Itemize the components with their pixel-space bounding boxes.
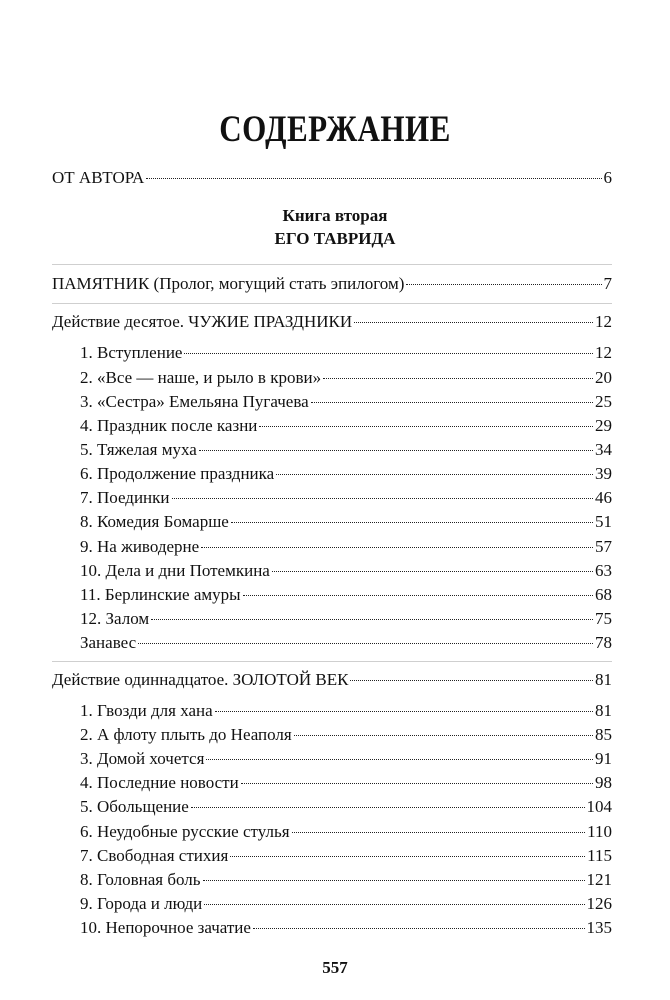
toc-entry-label: Действие десятое. ЧУЖИЕ ПРАЗДНИКИ [52, 312, 353, 331]
divider [52, 264, 612, 265]
toc-item-page: 115 [587, 846, 612, 865]
toc-item[interactable] [80, 416, 612, 436]
toc-item-label: 3. Домой хочется [80, 749, 205, 768]
divider [52, 661, 612, 662]
toc-item-label: 8. Комедия Бомарше [80, 512, 229, 531]
leader-dots [191, 807, 585, 808]
leader-dots [138, 643, 593, 644]
leader-dots [184, 353, 593, 354]
toc-item-label: 7. Поединки [80, 488, 170, 507]
toc-entry-curtain[interactable] [80, 633, 612, 653]
toc-entry-act11[interactable] [52, 670, 612, 690]
toc-entry-act10[interactable] [52, 312, 612, 332]
leader-dots [350, 680, 593, 681]
toc-entry-label: ПАМЯТНИК (Пролог, могущий стать эпилогом) [52, 274, 405, 293]
toc-item[interactable] [80, 773, 612, 793]
toc-item-page: 81 [595, 701, 612, 720]
toc-item-label: 7. Свободная стихия [80, 846, 229, 865]
toc-item-page: 126 [586, 894, 612, 913]
toc-item-label: 8. Головная боль [80, 870, 201, 889]
toc-item-label: 4. Праздник после казни [80, 416, 258, 435]
toc-item[interactable] [80, 846, 612, 866]
toc-item-page: 12 [595, 343, 612, 362]
toc-item[interactable] [80, 701, 612, 721]
toc-item-page: 51 [595, 512, 612, 531]
leader-dots [241, 783, 593, 784]
toc-item[interactable] [80, 488, 612, 508]
toc-item-page: 63 [595, 561, 612, 580]
book-heading [0, 204, 670, 250]
leader-dots [272, 571, 593, 572]
toc-item-page: 85 [595, 725, 612, 744]
toc-item[interactable] [80, 537, 612, 557]
toc-item-label: 2. «Все — наше, и рыло в крови» [80, 368, 322, 387]
page-title: СОДЕРЖАНИЕ [219, 109, 451, 150]
toc-entry-page: 12 [595, 312, 612, 331]
toc-entry-label: Занавес [80, 633, 137, 652]
leader-dots [311, 402, 593, 403]
toc-item-label: 12. Залом [80, 609, 150, 628]
leader-dots [294, 735, 593, 736]
toc-entry-page: 7 [603, 274, 612, 293]
leader-dots [259, 426, 593, 427]
leader-dots [151, 619, 593, 620]
toc-item[interactable] [80, 609, 612, 629]
toc-entry-label: Действие одиннадцатое. ЗОЛОТОЙ ВЕК [52, 670, 349, 689]
leader-dots [406, 284, 601, 285]
toc-item[interactable] [80, 392, 612, 412]
book-title: ЕГО ТАВРИДА [274, 229, 396, 248]
toc-item-page: 57 [595, 537, 612, 556]
toc-item-page: 91 [595, 749, 612, 768]
leader-dots [215, 711, 593, 712]
toc-entry-author[interactable] [52, 168, 612, 188]
book-number: Книга вторая [282, 206, 388, 225]
toc-item[interactable] [80, 464, 612, 484]
toc-item[interactable] [80, 749, 612, 769]
toc-item-page: 20 [595, 368, 612, 387]
toc-item-page: 29 [595, 416, 612, 435]
leader-dots [292, 832, 586, 833]
leader-dots [204, 904, 584, 905]
toc-entry-label: ОТ АВТОРА [52, 168, 145, 187]
leader-dots [172, 498, 593, 499]
toc-item-page: 39 [595, 464, 612, 483]
toc-item-page: 98 [595, 773, 612, 792]
toc-item-label: 3. «Сестра» Емельяна Пугачева [80, 392, 309, 411]
toc-item[interactable] [80, 894, 612, 914]
toc-item[interactable] [80, 440, 612, 460]
leader-dots [206, 759, 593, 760]
toc-item-page: 135 [586, 918, 612, 937]
divider [52, 303, 612, 304]
page-number: 557 [322, 958, 348, 977]
toc-item-page: 121 [586, 870, 612, 889]
toc-item-label: 10. Непорочное зачатие [80, 918, 251, 937]
leader-dots [203, 880, 585, 881]
leader-dots [201, 547, 593, 548]
toc-item[interactable] [80, 585, 612, 605]
toc-item-label: 6. Неудобные русские стулья [80, 822, 290, 841]
toc-item-page: 25 [595, 392, 612, 411]
toc-item[interactable] [80, 725, 612, 745]
toc-item-label: 9. На живодерне [80, 537, 200, 556]
toc-item-page: 46 [595, 488, 612, 507]
toc-item-label: 11. Берлинские амуры [80, 585, 241, 604]
leader-dots [323, 378, 593, 379]
leader-dots [146, 178, 601, 179]
toc-item-page: 34 [595, 440, 612, 459]
leader-dots [231, 522, 593, 523]
toc-item-label: 9. Города и люди [80, 894, 203, 913]
toc-item[interactable] [80, 918, 612, 938]
leader-dots [230, 856, 585, 857]
toc-item-label: 5. Обольщение [80, 797, 189, 816]
toc-item[interactable] [80, 343, 612, 363]
toc-item-label: 2. А флоту плыть до Неаполя [80, 725, 292, 744]
toc-item[interactable] [80, 368, 612, 388]
toc-item-label: 10. Дела и дни Потемкина [80, 561, 270, 580]
toc-item[interactable] [80, 561, 612, 581]
toc-item[interactable] [80, 870, 612, 890]
toc-item-label: 4. Последние новости [80, 773, 239, 792]
toc-item[interactable] [80, 797, 612, 817]
toc-item[interactable] [80, 822, 612, 842]
leader-dots [243, 595, 593, 596]
leader-dots [199, 450, 593, 451]
toc-item-label: 5. Тяжелая муха [80, 440, 197, 459]
toc-entry-page: 6 [603, 168, 612, 187]
toc-item-label: 1. Вступление [80, 343, 183, 362]
toc-entry-prologue[interactable] [52, 274, 612, 294]
leader-dots [253, 928, 585, 929]
toc-item-page: 110 [587, 822, 612, 841]
toc-item-page: 104 [586, 797, 612, 816]
toc-entry-page: 81 [595, 670, 612, 689]
toc-item-label: 1. Гвозди для хана [80, 701, 213, 720]
leader-dots [276, 474, 593, 475]
leader-dots [354, 322, 593, 323]
toc-item-label: 6. Продолжение праздника [80, 464, 275, 483]
toc-item[interactable] [80, 512, 612, 532]
toc-item-page: 68 [595, 585, 612, 604]
toc-item-page: 75 [595, 609, 612, 628]
toc-entry-page: 78 [595, 633, 612, 652]
